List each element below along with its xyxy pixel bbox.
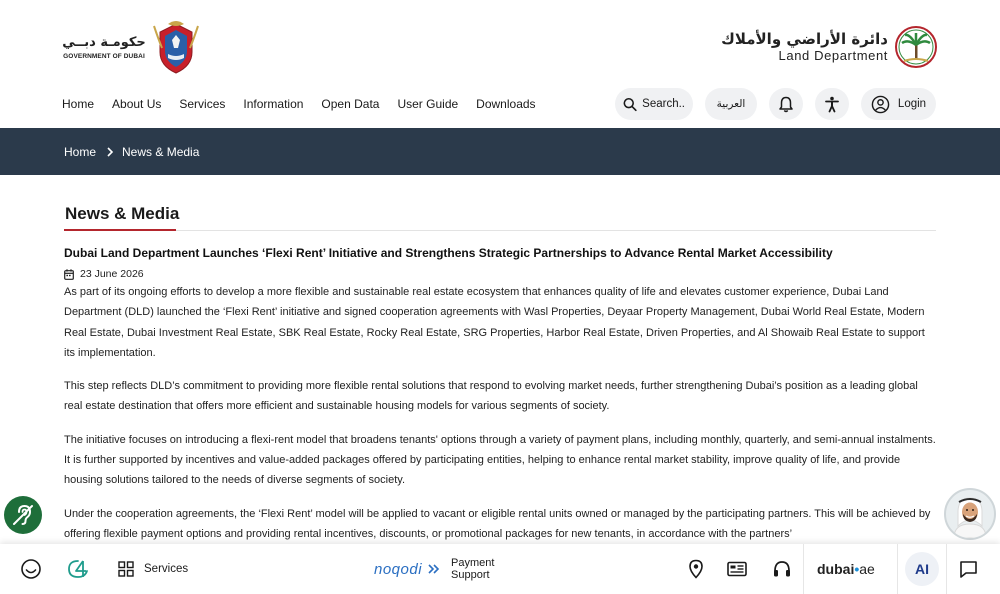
article-content [64,175,936,544]
happiness-button[interactable] [20,544,42,594]
main-navigation [62,92,554,116]
virtual-assistant-avatar[interactable] [944,488,996,540]
id-card-icon [727,561,747,577]
search-label: Search.. [642,98,685,110]
location-icon [688,559,704,579]
location-button[interactable] [688,544,704,594]
header-tools [615,87,936,121]
dld-logo-english: Land Department [778,48,888,63]
dld-logo-text [721,30,888,64]
article-paragraph: This step reflects DLD’s commitment to providing more flexible rental solutions that respond to evolving market needs, further strengthening Dubai’s position as a leading global real estate destination that offers more efficient and sustainable housing models for various segments of society. [64,380,918,413]
gov-logo-english: GOVERNMENT OF DUBAI [63,52,145,60]
article-title: Dubai Land Department Launches ‘Flexi Rent’ Initiative and Strengthens Strategic Partnerships to Advance Rental Market Accessibility [64,246,833,260]
noqodi-payment-support-button[interactable] [374,544,494,594]
dubai-ae-dot: • [854,561,860,577]
government-of-dubai-logo[interactable] [62,18,207,76]
ai-assistant-button[interactable] [905,544,939,594]
grid-icon [118,561,134,577]
breadcrumb-current: News & Media [122,144,200,159]
nav-about-us[interactable]: About Us [112,97,162,111]
hearing-icon [10,502,36,528]
headset-icon [772,559,792,579]
breadcrumb [0,128,1000,175]
app-icon [66,558,92,580]
land-department-logo[interactable] [721,22,938,72]
language-label: العربية [716,98,746,110]
article-date-text: 23 June 2026 [80,268,144,280]
id-card-button[interactable] [727,544,747,594]
bottom-toolbar [0,544,1000,594]
search-icon [623,97,637,112]
services-label: Services [144,563,189,575]
nav-home[interactable]: Home [62,97,95,111]
nav-information[interactable]: Information [243,97,304,111]
search-button[interactable] [615,88,693,120]
notifications-button[interactable] [769,88,803,120]
dubai-ae-logo [817,561,875,577]
bell-icon [778,96,794,113]
palm-tree-emblem-icon [894,25,938,69]
hearing-accessibility-button[interactable] [4,496,42,534]
login-button[interactable] [861,88,936,120]
dld-logo-arabic: دائرة الأراضي والأملاك [721,30,888,48]
nav-user-guide[interactable]: User Guide [397,97,459,111]
toolbar-divider [803,544,804,594]
dubai-ae-word: dubai [817,561,855,577]
toolbar-divider [897,544,898,594]
gov-logo-arabic: حكومـة دبــي [62,34,146,50]
login-label: Login [897,98,927,110]
title-accent-underline [64,229,176,231]
article-paragraph: Under the cooperation agreements, the ‘Flexi Rent’ model will be applied to vacant or eligible rental units owned or managed by the participating partners. This will be achieved by offering flexible payment options and providing rental incentives, discounts, or promotional packages for new tenants, in accordance with the partners’ [64,507,931,540]
services-button[interactable] [118,544,188,594]
chat-icon [959,560,978,579]
calendar-icon [64,269,74,280]
dubai-ae-suffix: ae [859,561,875,577]
dubai-ae-link[interactable] [817,544,875,594]
ai-badge: AI [905,552,939,586]
smile-icon [20,558,42,580]
user-icon [871,95,890,114]
nav-services[interactable]: Services [179,97,226,111]
article-paragraph: The initiative focuses on introducing a flexi-rent model that broadens tenants' options through a variety of payment plans, including monthly, quarterly, and semi-annual instalments. It is further supported by incentives and value-added packages offered by participating entities, helping to enhance rental market stability, improve quality of life, and provide housing solutions tailored to the needs of diverse segments of society. [64,433,936,487]
noqodi-logo-text: noqodi [374,560,423,578]
toolbar-divider [946,544,947,594]
payment-label-line-1: Payment [451,557,495,569]
support-headset-button[interactable] [772,544,792,594]
dubai-emblem-icon [148,18,204,76]
dubai-app-button[interactable] [66,544,92,594]
accessibility-button[interactable] [815,88,849,120]
payment-label-line-2: Support [451,569,490,581]
assistant-avatar-icon [946,490,994,538]
title-divider [64,230,936,231]
language-toggle-button[interactable] [705,88,757,120]
article-paragraph: As part of its ongoing efforts to develop a more flexible and sustainable real estate ecosystem that enhances quality of life and elevates customer experience, Dubai Land Department (DLD) launched the ‘Flexi Rent’ initiative and signed cooperation agreements with Wasl Properties, Deyaar Property Management, Dubai World Real Estate, Modern Real Estate, Dubai Investment Real Estate, SBK Real Estate, Rocky Real Estate, SRG Properties, Harbor Real Estate, Driven Properties, and Al Showaib Real Estate to support its implementation. [64,286,925,359]
noqodi-chevrons-icon [427,563,441,575]
gov-logo-text [62,35,146,60]
nav-open-data[interactable]: Open Data [321,97,380,111]
chevron-right-icon [106,147,114,157]
accessibility-icon [824,96,840,113]
payment-support-label [451,557,494,581]
chat-button[interactable] [959,544,978,594]
article-date [64,268,936,280]
nav-downloads[interactable]: Downloads [476,97,536,111]
breadcrumb-home[interactable]: Home [64,144,97,159]
site-header [0,0,1000,128]
page-title: News & Media [65,204,180,223]
